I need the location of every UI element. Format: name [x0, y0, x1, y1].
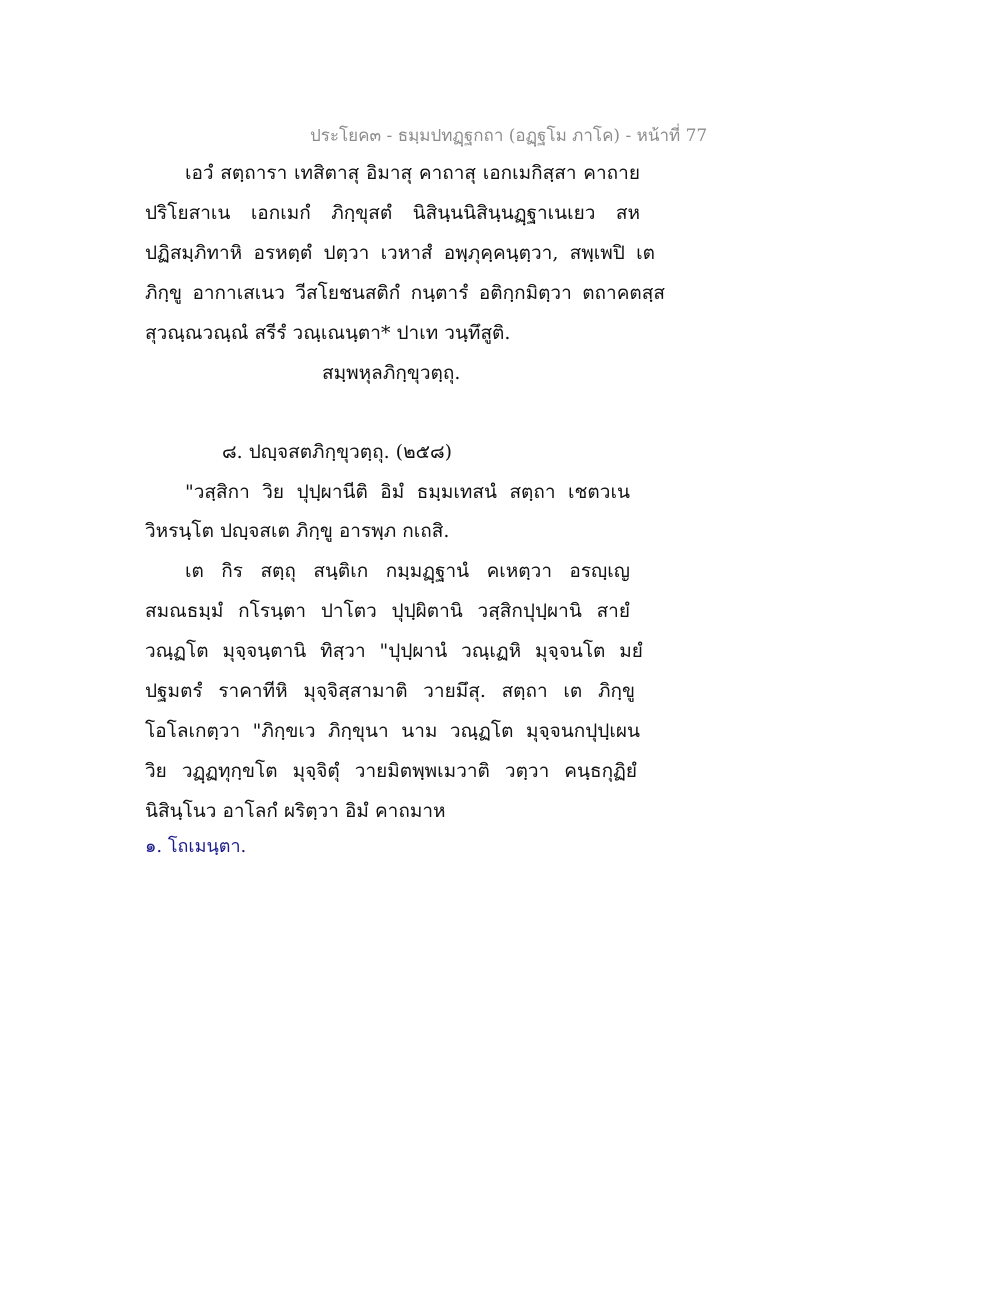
- word: อติกฺกมิตฺวา: [478, 282, 572, 304]
- word: ปุปฺผานีติ: [296, 481, 368, 503]
- word: ราคาทีหิ: [218, 680, 288, 702]
- para3-line2: [145, 596, 630, 626]
- para3-line6: [145, 756, 637, 786]
- word: เต: [563, 680, 583, 702]
- word: มุจฺจิตุํ: [292, 760, 340, 782]
- para1-line3: [145, 238, 655, 268]
- word: นาม: [401, 720, 438, 742]
- para1-line2: [145, 198, 640, 228]
- word: วณฺฏโต: [449, 720, 514, 742]
- word: สตฺถารา: [220, 162, 288, 184]
- word: วฏฺฏทุกฺขโต: [181, 760, 278, 782]
- footnote: ๑. โถเมนฺตา.: [145, 836, 247, 857]
- word: เต: [185, 560, 204, 582]
- word: อพฺภุคฺคนฺตฺวา,: [443, 242, 559, 264]
- word: มยํ: [619, 640, 643, 662]
- word: วีสโยชนสติกํ: [295, 282, 401, 304]
- word: สตฺถา: [501, 680, 548, 702]
- word: วิย: [145, 760, 167, 782]
- word: เอกเมกิสฺสา: [482, 162, 577, 184]
- word: มุจฺจนฺตานิ: [222, 640, 307, 662]
- word: สตฺถา: [509, 481, 556, 503]
- word: กมฺมฏฺฐานํ: [385, 560, 470, 582]
- word: เวหาสํ: [380, 242, 433, 264]
- word: เชตวเน: [568, 481, 630, 503]
- word: วสฺสิกปุปฺผานิ: [477, 600, 582, 622]
- word: ตถาคตสฺส: [582, 282, 665, 304]
- word: ภิกฺขุนา: [328, 720, 389, 742]
- word: มุจฺจนโต: [535, 640, 606, 662]
- word: นิสินฺนนิสินฺนฏฺฐาเนเยว: [412, 202, 596, 224]
- word: กิร: [221, 560, 243, 582]
- word: ปฐมตรํ: [145, 680, 203, 702]
- para1-line5: สุวณฺณวณฺณํ สรีรํ วณฺเณนฺตา* ปาเท วนฺทึสูติ.: [145, 322, 511, 344]
- para2-line1: [185, 477, 630, 507]
- word: วตฺวา: [504, 760, 550, 782]
- word: คนฺธกุฏิยํ: [564, 760, 637, 782]
- para1-line1: [185, 158, 640, 188]
- para3-line1: [185, 556, 630, 586]
- word: ภิกฺขุสตํ: [331, 202, 393, 224]
- word: เทสิตาสุ: [294, 162, 360, 184]
- word: ทิสฺวา: [320, 640, 366, 662]
- word: ปุปฺผิตานิ: [391, 600, 463, 622]
- word: "ปุปฺผานํ: [379, 640, 448, 662]
- para3-line7: นิสินฺโนว อาโลกํ ผริตฺวา อิมํ คาถมาห: [145, 800, 446, 822]
- word: กนฺตารํ: [410, 282, 469, 304]
- word: วายมิตพฺพเมวาติ: [354, 760, 490, 782]
- word: วณฺฏโต: [145, 640, 209, 662]
- para3-line5: [145, 716, 640, 746]
- word: "ภิกฺขเว: [252, 720, 316, 742]
- word: สพฺเพปิ: [569, 242, 625, 264]
- word: สนฺติเก: [313, 560, 369, 582]
- para3-line4: [145, 676, 635, 706]
- word: กโรนฺตา: [238, 600, 307, 622]
- word: อิมํ: [380, 481, 405, 503]
- word: อรหตฺตํ: [253, 242, 313, 264]
- word: สายํ: [596, 600, 630, 622]
- word: ภิกฺขู: [597, 680, 635, 702]
- word: คาถาย: [583, 162, 640, 184]
- word: สมณธมฺมํ: [145, 600, 224, 622]
- word: เอกเมกํ: [250, 202, 311, 224]
- word: ปตฺวา: [323, 242, 370, 264]
- word: วิย: [262, 481, 285, 503]
- word: เอวํ: [185, 162, 214, 184]
- para2-line2: วิหรนฺโต ปญฺจสเต ภิกฺขู อารพฺภ กเถสิ.: [145, 520, 450, 542]
- word: ภิกฺขู: [145, 282, 183, 304]
- word: มุจฺจนกปุปฺเผน: [525, 720, 640, 742]
- word: สตฺถุ: [260, 560, 296, 582]
- word: โอโลเกตฺวา: [145, 720, 241, 742]
- section-heading: ๘. ปญฺจสตภิกฺขุวตฺถุ. (๒๕๘): [222, 441, 453, 463]
- story-end-title: สมฺพหุลภิกฺขุวตฺถุ.: [322, 362, 461, 384]
- word: ปริโยสาเน: [145, 202, 231, 224]
- para1-line4: [145, 278, 665, 308]
- word: อรญฺเญ: [569, 560, 630, 582]
- word: วณฺเฏหิ: [461, 640, 522, 662]
- word: อิมาสุ: [365, 162, 413, 184]
- word: สห: [615, 202, 640, 224]
- word: อากาเสเนว: [192, 282, 285, 304]
- word: ปาโตว: [320, 600, 377, 622]
- page-header: ประโยค๓ - ธมฺมปทฏฺฐกถา (อฏฺฐโม ภาโค) - หน้าที่ 77: [310, 126, 708, 146]
- word: ธมฺมเทสนํ: [416, 481, 497, 503]
- word: วายมึสุ.: [423, 680, 486, 702]
- word: คาถาสุ: [418, 162, 477, 184]
- para3-line3: [145, 636, 643, 666]
- word: ปฏิสมฺภิทาหิ: [145, 242, 243, 264]
- word: มุจฺจิสฺสามาติ: [303, 680, 408, 702]
- word: คเหตฺวา: [486, 560, 552, 582]
- word: เต: [636, 242, 655, 264]
- word: "วสฺสิกา: [185, 481, 250, 503]
